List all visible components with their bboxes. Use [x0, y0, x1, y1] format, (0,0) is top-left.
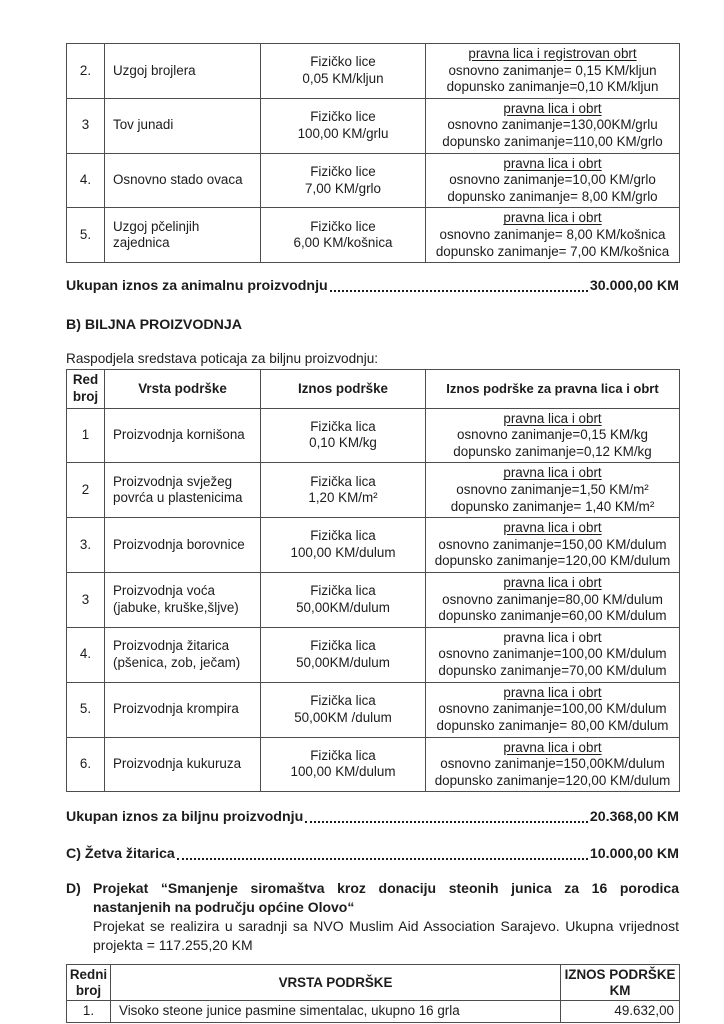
- legal-entity-amount-cell: [426, 573, 680, 628]
- amount-line-2: 6,00 KM/košnica: [293, 235, 393, 251]
- plant-table-header-row: [67, 370, 680, 408]
- legal-line-2: dopunsko zanimanje=60,00 KM/dulum: [438, 608, 667, 624]
- physical-person-amount-cell: [261, 153, 426, 208]
- row-number-cell: 5.: [67, 208, 105, 263]
- support-type-cell: Osnovno stado ovaca: [105, 153, 261, 208]
- physical-person-amount-cell: [261, 627, 426, 682]
- legal-entity-amount-cell: [426, 737, 680, 792]
- dot-leader: [330, 290, 588, 292]
- amount-line-1: Fizička lica: [310, 638, 376, 654]
- section-d-marker: D): [66, 880, 81, 897]
- legal-line-2: dopunsko zanimanje=70,00 KM/dulum: [438, 663, 667, 679]
- amount-line-2: 7,00 KM/grlo: [305, 180, 381, 196]
- table-row: [67, 682, 680, 737]
- amount-line-2: 100,00 KM/dulum: [290, 764, 396, 780]
- support-type-cell: Proizvodnja žitarica (pšenica, zob, ječam): [105, 627, 261, 682]
- physical-person-amount-cell: [261, 682, 426, 737]
- legal-title-line: pravna lica i obrt: [503, 410, 602, 426]
- plant-total-label: Ukupan iznos za biljnu proizvodnju: [66, 809, 304, 826]
- physical-person-amount-cell: [261, 737, 426, 792]
- physical-person-amount-cell: [261, 208, 426, 263]
- amount-cell: 49.632,00: [561, 1001, 680, 1023]
- legal-line-1: osnovno zanimanje=0,15 KM/kg: [457, 427, 648, 443]
- header-redni-broj: Redni broj: [67, 965, 111, 1001]
- legal-entity-amount-cell: [426, 463, 680, 518]
- section-d-title: Projekat “Smanjenje siromaštva kroz donaciju steonih junica za 16 porodica nastanjenih na području općine Olovo“: [93, 880, 679, 916]
- legal-title-line: pravna lica i obrt: [503, 100, 602, 116]
- physical-person-amount-cell: [261, 463, 426, 518]
- legal-line-2: dopunsko zanimanje= 1,40 KM/m²: [450, 498, 655, 514]
- legal-line-2: dopunsko zanimanje=0,12 KM/kg: [453, 443, 652, 459]
- support-type-cell: Proizvodnja svježeg povrća u plastenicima: [105, 463, 261, 518]
- header-iznos-pravna-lica: Iznos podrške za pravna lica i obrt: [426, 370, 680, 408]
- table-row: [67, 98, 680, 153]
- legal-line-1: osnovno zanimanje=100,00 KM/dulum: [438, 701, 667, 717]
- row-number-cell: 1: [67, 408, 105, 463]
- row-number-cell: 4.: [67, 153, 105, 208]
- legal-line-1: osnovno zanimanje=80,00 KM/dulum: [442, 591, 663, 607]
- legal-entity-amount-cell: [426, 44, 680, 99]
- table-row: [67, 44, 680, 99]
- support-type-cell: Uzgoj pčelinjih zajednica: [105, 208, 261, 263]
- row-number-cell: 1.: [67, 1001, 111, 1023]
- legal-entity-amount-cell: [426, 408, 680, 463]
- table-row: [67, 518, 680, 573]
- table-row: [67, 463, 680, 518]
- physical-person-amount-cell: [261, 573, 426, 628]
- section-d-body: Projekat se realizira u saradnji sa NVO Muslim Aid Association Sarajevo. Ukupna vrijednost projekta = 117.255,20 KM: [93, 918, 679, 954]
- table-row: [67, 737, 680, 792]
- amount-line-2: 50,00KM/dulum: [296, 599, 390, 615]
- legal-entity-amount-cell: [426, 627, 680, 682]
- legal-entity-amount-cell: [426, 518, 680, 573]
- legal-line-2: dopunsko zanimanje=0,10 KM/kljun: [446, 79, 659, 95]
- legal-line-1: osnovno zanimanje=1,50 KM/m²: [456, 481, 649, 497]
- row-number-cell: 6.: [67, 737, 105, 792]
- dot-leader: [305, 821, 588, 823]
- row-number-cell: 2: [67, 463, 105, 518]
- amount-line-2: 0,05 KM/kljun: [302, 70, 384, 86]
- row-number-cell: 3: [67, 98, 105, 153]
- amount-line-2: 50,00KM /dulum: [294, 709, 392, 725]
- section-d-content: [93, 879, 679, 955]
- amount-line-2: 0,10 KM/kg: [309, 435, 377, 451]
- legal-line-1: osnovno zanimanje=130,00KM/grlu: [447, 117, 658, 133]
- table-row: [67, 573, 680, 628]
- plant-total-line: [66, 809, 679, 825]
- row-number-cell: 3: [67, 573, 105, 628]
- amount-line-1: Fizičko lice: [310, 54, 376, 70]
- legal-line-1: osnovno zanimanje=150,00KM/dulum: [440, 756, 665, 772]
- legal-line-2: dopunsko zanimanje=120,00 KM/dulum: [434, 772, 671, 788]
- animal-total-label: Ukupan iznos za animalnu proizvodnju: [66, 278, 328, 295]
- amount-line-2: 100,00 KM/grlu: [297, 125, 389, 141]
- legal-title-line: pravna lica i registrovan obrt: [468, 46, 637, 61]
- legal-title-line: pravna lica i obrt: [503, 520, 602, 536]
- header-iznos-podrske: Iznos podrške: [261, 370, 426, 408]
- legal-line-2: dopunsko zanimanje=110,00 KM/grlo: [442, 134, 663, 150]
- section-d: [66, 879, 679, 955]
- row-number-cell: 4.: [67, 627, 105, 682]
- legal-entity-amount-cell: [426, 153, 680, 208]
- legal-entity-amount-cell: [426, 208, 680, 263]
- physical-person-amount-cell: [261, 408, 426, 463]
- section-c-label: C) Žetva žitarica: [66, 846, 175, 863]
- legal-entity-amount-cell: [426, 682, 680, 737]
- legal-line-1: osnovno zanimanje=100,00 KM/dulum: [438, 646, 667, 662]
- legal-line-1: osnovno zanimanje=150,00 KM/dulum: [438, 536, 667, 552]
- physical-person-amount-cell: [261, 44, 426, 99]
- plant-production-table: [66, 369, 680, 792]
- amount-line-1: Fizička lica: [310, 418, 376, 434]
- header-vrsta-podrske-caps: VRSTA PODRŠKE: [111, 965, 561, 1001]
- table-row: [67, 1001, 680, 1023]
- row-number-cell: 2.: [67, 44, 105, 99]
- header-vrsta-podrske: Vrsta podrške: [105, 370, 261, 408]
- amount-line-1: Fizička lica: [310, 528, 376, 544]
- section-b-heading: B) BILJNA PROIZVODNJA: [66, 317, 243, 334]
- support-type-cell: Proizvodnja kukuruza: [105, 737, 261, 792]
- legal-title-line: pravna lica i obrt: [503, 575, 602, 591]
- plant-table-intro: Raspodjela sredstava poticaja za biljnu proizvodnju:: [66, 351, 379, 367]
- legal-line-1: osnovno zanimanje= 0,15 KM/kljun: [448, 62, 657, 78]
- header-red-broj: Red broj: [67, 370, 105, 408]
- project-table-header-row: [67, 965, 680, 1001]
- support-type-cell: Visoko steone junice pasmine simentalac, ukupno 16 grla: [111, 1001, 561, 1023]
- amount-line-1: Fizička lica: [310, 747, 376, 763]
- section-c-value: 10.000,00 KM: [589, 846, 679, 863]
- support-type-cell: Proizvodnja krompira: [105, 682, 261, 737]
- legal-title-line: pravna lica i obrt: [503, 629, 602, 645]
- legal-entity-amount-cell: [426, 98, 680, 153]
- amount-line-1: Fizičko lice: [310, 218, 376, 234]
- support-type-cell: Proizvodnja borovnice: [105, 518, 261, 573]
- amount-line-2: 1,20 KM/m²: [308, 490, 378, 506]
- amount-line-1: Fizičko lice: [310, 109, 376, 125]
- legal-title-line: pravna lica i obrt: [503, 210, 602, 226]
- legal-title-line: pravna lica i obrt: [503, 684, 602, 700]
- legal-line-2: dopunsko zanimanje= 7,00 KM/košnica: [435, 243, 670, 259]
- table-row: [67, 408, 680, 463]
- legal-line-2: dopunsko zanimanje= 80,00 KM/dulum: [436, 717, 669, 733]
- project-table: [66, 964, 680, 1023]
- legal-line-2: dopunsko zanimanje= 8,00 KM/grlo: [447, 188, 658, 204]
- amount-line-1: Fizička lica: [310, 583, 376, 599]
- table-row: [67, 208, 680, 263]
- animal-total-line: [66, 278, 679, 294]
- section-c-line: [66, 846, 679, 862]
- support-type-cell: Proizvodnja kornišona: [105, 408, 261, 463]
- legal-line-1: osnovno zanimanje= 8,00 KM/košnica: [439, 227, 666, 243]
- support-type-cell: Proizvodnja voća (jabuke, kruške,šljve): [105, 573, 261, 628]
- support-type-cell: Uzgoj brojlera: [105, 44, 261, 99]
- header-iznos-podrske-km: IZNOS PODRŠKE KM: [561, 965, 680, 1001]
- legal-line-2: dopunsko zanimanje=120,00 KM/dulum: [434, 553, 671, 569]
- amount-line-1: Fizička lica: [310, 473, 376, 489]
- table-row: [67, 627, 680, 682]
- animal-production-table: [66, 43, 680, 263]
- row-number-cell: 3.: [67, 518, 105, 573]
- dot-leader: [177, 858, 588, 860]
- physical-person-amount-cell: [261, 98, 426, 153]
- legal-title-line: pravna lica i obrt: [503, 155, 602, 171]
- table-row: [67, 153, 680, 208]
- physical-person-amount-cell: [261, 518, 426, 573]
- amount-line-2: 100,00 KM/dulum: [290, 545, 396, 561]
- row-number-cell: 5.: [67, 682, 105, 737]
- animal-total-value: 30.000,00 KM: [589, 278, 679, 295]
- amount-line-2: 50,00KM/dulum: [296, 654, 390, 670]
- legal-title-line: pravna lica i obrt: [503, 739, 602, 755]
- legal-line-1: osnovno zanimanje=10,00 KM/grlo: [449, 172, 656, 188]
- plant-total-value: 20.368,00 KM: [589, 809, 679, 826]
- amount-line-1: Fizičko lice: [310, 163, 376, 179]
- legal-title-line: pravna lica i obrt: [503, 465, 602, 481]
- amount-line-1: Fizička lica: [310, 692, 376, 708]
- support-type-cell: Tov junadi: [105, 98, 261, 153]
